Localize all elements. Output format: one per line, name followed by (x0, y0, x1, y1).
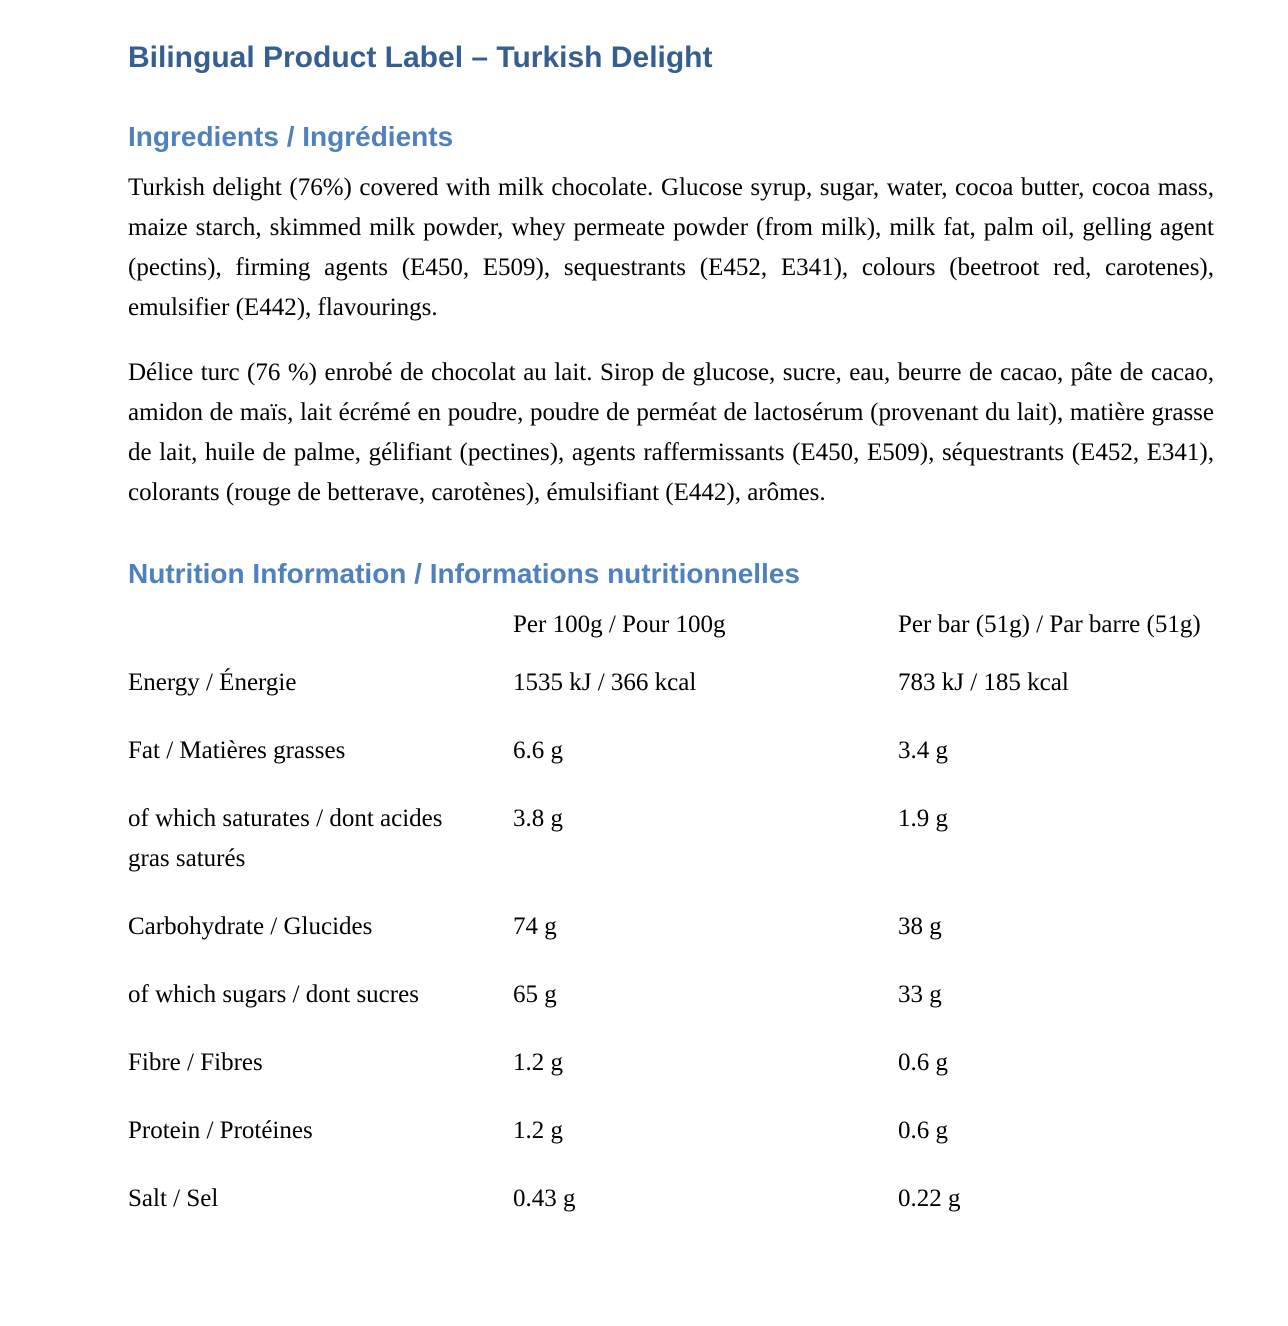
nutrient-per100g-value: 3.8 g (513, 805, 563, 832)
table-row (128, 799, 1214, 907)
nutrient-perbar-value: 0.6 g (898, 1117, 948, 1144)
ingredients-heading: Ingredients / Ingrédients (128, 121, 454, 152)
nutrient-perbar-value: 0.6 g (898, 1049, 948, 1076)
nutrient-per100g-value: 74 g (513, 913, 557, 940)
table-row (128, 731, 1214, 799)
nutrient-label: Protein / Protéines (128, 1117, 313, 1144)
nutrient-perbar-value: 33 g (898, 981, 942, 1008)
nutrient-per100g-value: 1535 kJ / 366 kcal (513, 669, 697, 696)
ingredients-paragraph-english: Turkish delight (76%) covered with milk chocolate. Glucose syrup, sugar, water, cocoa butter, cocoa mass, maize starch, skimmed milk powder, whey permeate powder (from milk), milk fat, palm oil, gelling agent (pectins), firming agents (E450, E509), sequestrants (E452, E341), colours (beetroot red, carotenes), emulsifier (E442), flavourings. (128, 174, 1214, 321)
nutrition-col-header-empty (128, 605, 513, 663)
nutrition-heading: Nutrition Information / Informations nutritionnelles (128, 558, 800, 589)
nutrient-label: Salt / Sel (128, 1185, 219, 1212)
nutrient-per100g-value: 1.2 g (513, 1117, 563, 1144)
nutrient-perbar-value: 1.9 g (898, 805, 948, 832)
nutrient-per100g-value: 6.6 g (513, 737, 563, 764)
nutrient-per100g-value: 1.2 g (513, 1049, 563, 1076)
nutrient-label: Energy / Énergie (128, 669, 297, 696)
nutrient-perbar-value: 0.22 g (898, 1185, 961, 1212)
table-row (128, 975, 1214, 1043)
nutrient-perbar-value: 3.4 g (898, 737, 948, 764)
nutrient-per100g-value: 0.43 g (513, 1185, 576, 1212)
nutrient-label: Fibre / Fibres (128, 1049, 263, 1076)
table-row (128, 1043, 1214, 1111)
table-row (128, 907, 1214, 975)
nutrient-perbar-value: 783 kJ / 185 kcal (898, 669, 1069, 696)
nutrient-per100g-value: 65 g (513, 981, 557, 1008)
nutrition-col-header-perbar: Per bar (51g) / Par barre (51g) (898, 611, 1201, 638)
table-row (128, 663, 1214, 731)
table-row (128, 1111, 1214, 1179)
nutrition-col-header-per100g: Per 100g / Pour 100g (513, 611, 726, 638)
nutrition-table (128, 605, 1214, 1247)
ingredients-paragraph-french: Délice turc (76 %) enrobé de chocolat au lait. Sirop de glucose, sucre, eau, beurre de cacao, pâte de cacao, amidon de maïs, lait écrémé en poudre, poudre de perméat de lactosérum (provenant du lait), matière grasse de lait, huile de palme, gélifiant (pectines), agents raffermissants (E450, E509), séquestrants (E452, E341), colorants (rouge de betterave, carotènes), émulsifiant (E442), arômes. (128, 359, 1214, 506)
nutrient-label: of which saturates / dont acides gras saturés (128, 805, 443, 872)
nutrition-header-row (128, 605, 1214, 663)
document-title: Bilingual Product Label – Turkish Delight (128, 41, 713, 74)
table-row (128, 1179, 1214, 1247)
nutrient-perbar-value: 38 g (898, 913, 942, 940)
nutrient-label: Carbohydrate / Glucides (128, 913, 373, 940)
nutrient-label: Fat / Matières grasses (128, 737, 346, 764)
nutrient-label: of which sugars / dont sucres (128, 981, 419, 1008)
